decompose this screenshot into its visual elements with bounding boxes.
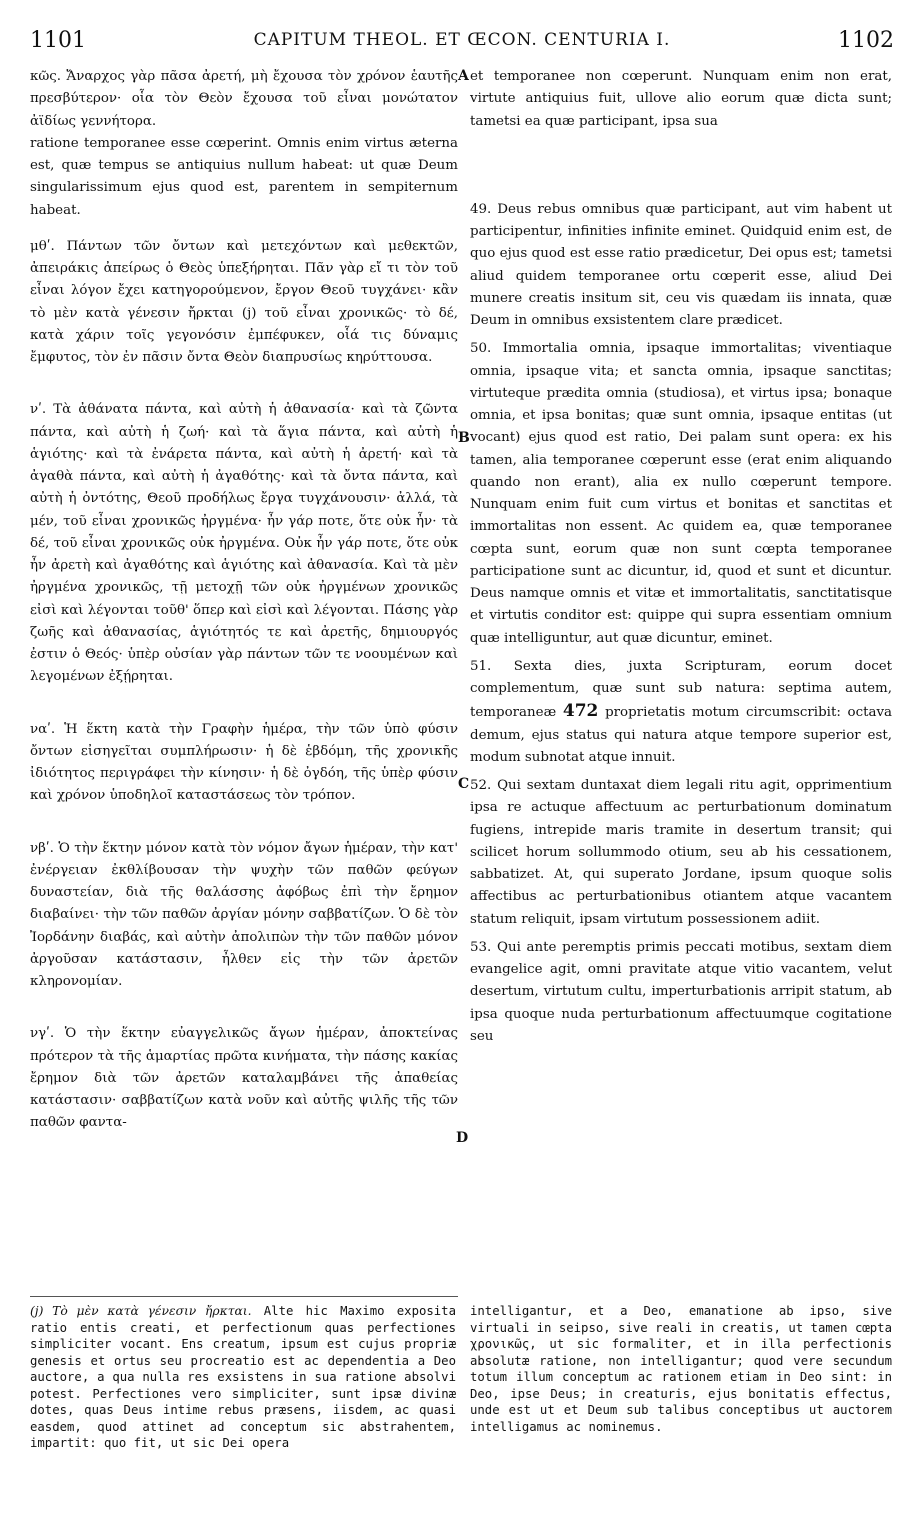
footnote-text-left: Alte hic Maximo exposita ratio entis creati, et perfectionum quas perfectiones simpliciter vocant. Ens creatum, ipsum est cujus propriæ genesis et ortus seu procreatio est ac dependentia a Deo auctore, a qua nulla res exsistens in sua ratione absolvi potest. Perfectiones vero simpliciter, sunt ipsæ divinæ dotes, quas Deus intime rebus præsens, iisdem, ac quasi easdem, quod attinet ad conceptum sic abstrahentem, impartit: quo fit, ut sic Dei opera xyxy=(30,1304,456,1451)
latin-chapter-51: 51. Sexta dies, juxta Scripturam, eorum docet complementum, quæ sunt sub natura: septima autem, temporaneæ 472 proprietatis motum circumscribit: octava demum, ejus status qui natura atque tempore superior est, modum subnotat atque innuit. xyxy=(470,658,892,765)
footnote-rule xyxy=(30,1296,458,1297)
greek-column xyxy=(30,66,458,1135)
latin-chapter-48-end: et temporanee non cœperunt. Nunquam enim non erat, virtute antiquius fuit, ullove alio eorum quæ dicta sunt; tametsi ea quæ participant, ipsa sua xyxy=(470,69,892,129)
latin-chapter-50: 50. Immortalia omnia, ipsaque immortalitas; viventiaque omnia, ipsaque vita; et sancta omnia, ipsaque sanctitas; virtuteque prædita omnia (studiosa), et virtus ipsa; bonaque omnia, et ipsa bonitas; quæ sunt omnia, ipsaque entitas (ut vocant) ejus quod est ratio, Dei palam sunt opera: ex his tamen, alia temporanee cœperunt esse (erat enim aliquando quando non erant), alia ex nullo cœperunt tempore. Nunquam enim fuit cum virtus et bonitas et sanctitas et immortalitas non essent. Ac quidem ea, quæ temporanee cœpta sunt, eorum quæ non sunt cœpta temporanee participatione sunt ac dicuntur, id, quod et sunt et dicuntur. Deus namque omnis et vitæ et immortalitatis, sanctitatisque et virtutis conditor est: quippe qui supra essentiam omnium quæ intelliguntur, aut quæ dicuntur, eminet. xyxy=(470,341,892,646)
page-header xyxy=(30,28,894,58)
running-title: CAPITUM THEOL. ET ŒCON. CENTURIA I. xyxy=(253,30,671,50)
greek-chapter-51: ναʹ. Ἡ ἕκτη κατὰ τὴν Γραφὴν ἡμέρα, τὴν τῶν ὑπὸ φύσιν ὄντων εἰσηγεῖται συμπλήρωσιν· ἡ δὲ ἑβδόμη, τῆς χρονικῆς ἰδιότητος περιγράφει τὴν κίνησιν· ἡ δὲ ὀγδόη, τῆς ὑπὲρ φύσιν καὶ χρόνον ὑποδηλοῖ καταστάσεως τὸν τρόπον. xyxy=(30,721,458,804)
footnote-left xyxy=(30,1303,456,1452)
greek-chapter-52: νβʹ. Ὁ τὴν ἕκτην μόνον κατὰ τὸν νόμον ἄγων ἡμέραν, τὴν κατ' ἐνέργειαν ἐκθλίβουσαν τὴν ψυχὴν τῶν παθῶν φεύγων δυναστείαν, διὰ τῆς θαλάσσης ἀφόβως ἐπὶ τὴν ἔρημον διαβαίνει· τὴν τῶν παθῶν ἀργίαν μόνην σαββατίζων. Ὁ δὲ τὸν Ἰορδάνην διαβάς, καὶ αὐτὴν ἀπολιπὼν τὴν τῶν παθῶν μόνον ἀργοῦσαν κατάστασιν, ἦλθεν εἰς τὴν τῶν ἀρετῶν κληρονομίαν. xyxy=(30,840,458,989)
column-number: 472 xyxy=(562,701,599,722)
page-number-right: 1102 xyxy=(838,28,894,53)
latin-column xyxy=(470,66,892,1048)
footnote-text-right: intelligantur, et a Deo, emanatione ab ipso, sive virtuali in seipso, sive reali in creatis, ut tamen cœpta χρονικῶς, ut sic formaliter, et in illa perfectionis absolutæ ratione, non intelligantur; quod vere secundum totum illum conceptum ac rationem etiam in Deo sint: in Deo, ipse Deus; in creaturis, ejus bonitatis effectus, unde est ut et Deum sub talibus conceptibus ut auctorem intelligamus ac nominemus. xyxy=(470,1304,892,1434)
latin-chapter-52: 52. Qui sextam duntaxat diem legali ritu agit, opprimentium ipsa re actuque affectuum ac perturbationum dominatum fugiens, intrepide maris tramite in desertum transit; qui scilicet horum sollummodo otium, seu ab his cessationem, sabbatizet. At, qui superato Jordane, ipsum quoque solis affectibus ac perturbationibus otiantem atque vacantem statum reliquit, ipsam virtutum possessionem adiit. xyxy=(470,778,892,927)
greek-chapter-50: νʹ. Τὰ ἀθάνατα πάντα, καὶ αὐτὴ ἡ ἀθανασία· καὶ τὰ ζῶντα πάντα, καὶ αὐτὴ ἡ ζωή· καὶ τὰ ἅγια πάντα, καὶ αὐτὴ ἡ ἁγιότης· καὶ τὰ ἐνάρετα πάντα, καὶ αὐτὴ ἡ ἀρετή· καὶ τὰ ἀγαθὰ πάντα, καὶ αὐτὴ ἡ ἀγαθότης· καὶ τὰ ὄντα πάντα, καὶ αὐτὴ ἡ ὀντότης, Θεοῦ προδήλως ἔργα τυγχάνουσιν· ἀλλά, τὰ μέν, τοῦ εἶναι χρονικῶς ἠργμένα· ἦν γάρ ποτε, ὅτε οὐκ ἦν· τὰ δέ, τοῦ εἶναι χρονικῶς οὐκ ἠργμένα. Οὐκ ἦν γάρ ποτε, ὅτε οὐκ ἦν ἀρετὴ καὶ ἀγαθότης καὶ ἁγιότης καὶ ἀθανασία. Καὶ τὰ μὲν ἠργμένα χρονικῶς, τῇ μετοχῇ τῶν οὐκ ἠργμένων χρονικῶς εἰσὶ καὶ λέγονται τοῦθ' ὅπερ καὶ εἰσὶ καὶ λέγονται. Πάσης γὰρ ζωῆς καὶ ἀθανασίας, ἁγιότητός τε καὶ ἀρετῆς, δημιουργός ἐστιν ὁ Θεός· ὑπὲρ οὐσίαν γὰρ πάντων τῶν τε νοουμένων καὶ λεγομένων ἐξῄρηται. xyxy=(30,402,458,685)
section-marker-d: D xyxy=(456,1130,469,1146)
greek-chapter-53: νγʹ. Ὁ τὴν ἕκτην εὐαγγελικῶς ἄγων ἡμέραν, ἀποκτείνας πρότερον τὰ τῆς ἁμαρτίας πρῶτα κινήματα, τὴν πάσης κακίας ἔρημον διὰ τῶν ἀρετῶν καταλαμβάνει τῆς ἀπαθείας κατάστασιν· σαββατίζων κατὰ νοῦν καὶ αὐτῆς ψιλῆς τῆς τῶν παθῶν φαντα- xyxy=(30,1026,458,1131)
greek-chapter-48-end: κῶς. Ἄναρχος γὰρ πᾶσα ἀρετή, μὴ ἔχουσα τὸν χρόνον ἑαυτῆς πρεσβύτερον· οἷα τὸν Θεὸν ἔχουσα τοῦ εἶναι μονώτατον ἀϊδίως γεννήτορα. xyxy=(30,69,458,129)
latin-chapter-48-tail: ratione temporanee esse cœperint. Omnis enim virtus æterna est, quæ tempus se antiquius nullum habeat: ut quæ Deum singularissimum ejus quod est, parentem in sempiternum habeat. xyxy=(30,135,458,218)
section-marker-c: C xyxy=(458,776,470,792)
section-marker-b: B xyxy=(458,430,470,446)
greek-chapter-49: μθʹ. Πάντων τῶν ὄντων καὶ μετεχόντων καὶ μεθεκτῶν, ἀπειράκις ἀπείρως ὁ Θεὸς ὑπεξήρηται. Πᾶν γὰρ εἴ τι τὸν τοῦ εἶναι λόγον ἔχει κατηγορούμενον, ἔργον Θεοῦ τυγχάνει· κἂν τὸ μὲν κατὰ γένεσιν ἤρκται (j) τοῦ εἶναι χρονικῶς· τὸ δέ, κατὰ χάριν τοῖς γεγονόσιν ἐμπέφυκεν, οἷά τις δύναμις ἔμφυτος, τὸν ἐν πᾶσιν ὄντα Θεὸν διαπρυσίως κηρύττουσα. xyxy=(30,238,458,365)
latin-chapter-49: 49. Deus rebus omnibus quæ participant, aut vim habent ut participentur, infinities infinite eminet. Quidquid enim est, de quo ejus quod est esse ratio prædicetur, Dei opus est; tametsi aliud quidem temporanee ortu cœperit esse, aliud Dei munere creatis insitum sit, ceu vis quædam iis innata, quæ Deum in omnibus exsistentem clare prædicet. xyxy=(470,201,892,328)
footnote-label: (j) Τὸ μὲν κατὰ γένεσιν ἤρκται. xyxy=(30,1304,252,1318)
footnote-right xyxy=(470,1303,892,1435)
section-marker-a: A xyxy=(458,68,469,84)
page-number-left: 1101 xyxy=(30,28,86,53)
latin-chapter-53: 53. Qui ante peremptis primis peccati motibus, sextam diem evangelice agit, omni pravitate atque vitio vacantem, velut desertum, virtutum cultu, imperturbationis arripit statum, ab ipsa quoque nuda perturbationum affectuumque cogitatione seu xyxy=(470,939,892,1044)
